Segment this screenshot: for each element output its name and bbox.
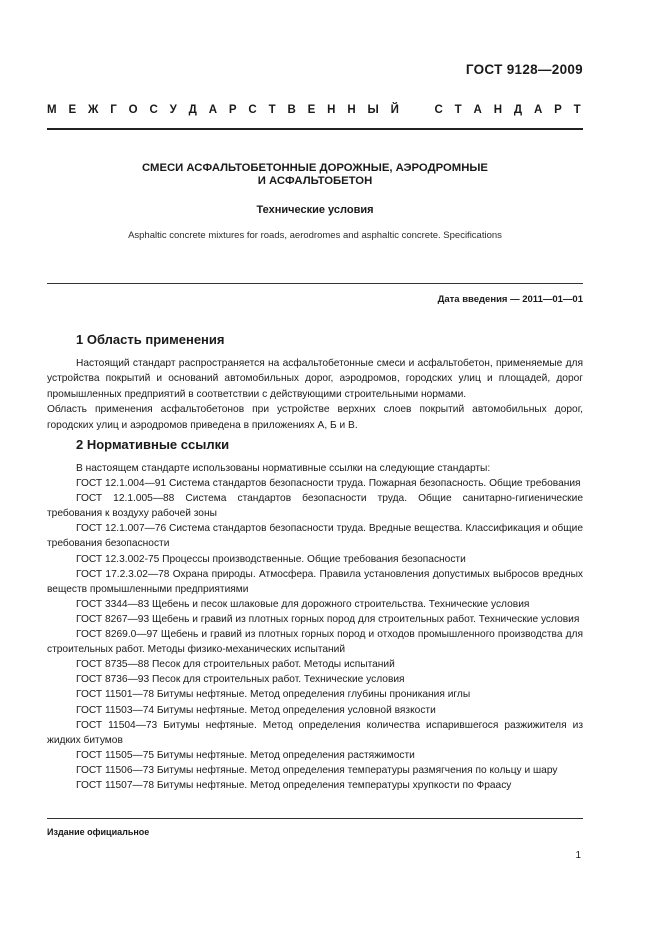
- reference-item: ГОСТ 11501—78 Битумы нефтяные. Метод определения глубины проникания иглы: [76, 689, 471, 701]
- banner-letter: Н: [347, 104, 356, 116]
- paragraph: Настоящий стандарт распространяется на асфальтобетонные смеси и асфальтобетон, применяемые для устройства покрытий и оснований автомобильных дорог, аэродромов, городских улиц и площадей, дорог промышленных предприятий в соответствии с действующими строительными нормами.: [47, 358, 583, 400]
- section-2-heading: 2 Нормативные ссылки: [76, 437, 230, 452]
- reference-item: ГОСТ 12.1.007—76 Система стандартов безопасности труда. Вредные вещества. Классификация и общие требования безопасности: [47, 523, 583, 550]
- document-title: СМЕСИ АСФАЛЬТОБЕТОННЫЕ ДОРОЖНЫЕ, АЭРОДРОМНЫЕ И АСФАЛЬТОБЕТОН: [142, 162, 488, 187]
- header-rule: [47, 128, 583, 130]
- section-1-body: [47, 356, 583, 433]
- reference-item: ГОСТ 11503—74 Битумы нефтяные. Метод определения условной вязкости: [76, 704, 436, 716]
- banner-letter: Т: [454, 104, 462, 116]
- footer-rule: [47, 818, 583, 819]
- banner-letter: Т: [573, 104, 581, 116]
- gost-code: ГОСТ 9128—2009: [465, 62, 583, 77]
- banner-letter: С: [248, 104, 257, 116]
- banner-letter: Р: [228, 104, 237, 116]
- document-subtitle: Технические условия: [256, 204, 374, 216]
- reference-item: ГОСТ 11504—73 Битумы нефтяные. Метод определения количества испарившегося разжижителя из жидких битумов: [47, 719, 583, 746]
- banner-letter: А: [208, 104, 218, 116]
- reference-item: ГОСТ 3344—83 Щебень и песок шлаковые для дорожного строительства. Технические условия: [76, 598, 530, 610]
- reference-item: ГОСТ 8736—93 Песок для строительных работ. Технические условия: [76, 674, 405, 686]
- banner-letter: Д: [188, 104, 197, 116]
- banner-letter: В: [287, 104, 296, 116]
- banner-letter: А: [473, 104, 482, 116]
- banner-letter: Н: [327, 104, 336, 116]
- banner-letter: У: [169, 104, 177, 116]
- reference-item: ГОСТ 12.1.005—88 Система стандартов безопасности труда. Общие санитарно-гигиенические требования к воздуху рабочей зоны: [47, 493, 583, 520]
- references-intro: В настоящем стандарте использованы нормативные ссылки на следующие стандарты:: [76, 463, 491, 474]
- reference-item: ГОСТ 8735—88 Песок для строительных работ. Методы испытаний: [76, 659, 395, 671]
- reference-item: ГОСТ 12.3.002-75 Процессы производственные. Общие требования безопасности: [76, 553, 466, 565]
- section-1-heading: 1 Область применения: [76, 332, 225, 347]
- banner-letter: Й: [390, 104, 399, 116]
- banner-letter: Ж: [87, 104, 99, 116]
- standard-type-banner: [47, 104, 581, 116]
- references-list: [47, 461, 583, 793]
- reference-item: ГОСТ 11506—73 Битумы нефтяные. Метод определения температуры размягчения по кольцу и шару: [76, 764, 558, 776]
- banner-letter: Г: [110, 104, 117, 116]
- reference-item: ГОСТ 11505—75 Битумы нефтяные. Метод определения растяжимости: [76, 749, 415, 761]
- english-title: Asphaltic concrete mixtures for roads, aerodromes and asphaltic concrete. Specifications: [128, 230, 502, 241]
- title-rule: [47, 283, 583, 284]
- banner-letter: С: [434, 104, 443, 116]
- edition-label: Издание официальное: [47, 827, 150, 837]
- banner-letter: М: [47, 104, 57, 116]
- banner-letter: Е: [68, 104, 77, 116]
- reference-item: ГОСТ 8269.0—97 Щебень и гравий из плотных горных пород и отходов промышленного производства для строительных работ. Методы физико-механических испытаний: [47, 629, 583, 656]
- reference-item: ГОСТ 12.1.004—91 Система стандартов безопасности труда. Пожарная безопасность. Общие требования: [76, 478, 581, 490]
- reference-item: ГОСТ 8267—93 Щебень и гравий из плотных горных пород для строительных работ. Технические условия: [76, 613, 580, 625]
- page-number: 1: [575, 850, 581, 861]
- banner-letter: Р: [554, 104, 562, 116]
- banner-letter: Ы: [367, 104, 379, 116]
- effective-date: Дата введения — 2011—01—01: [437, 294, 583, 305]
- reference-item: ГОСТ 11507—78 Битумы нефтяные. Метод определения температуры хрупкости по Фраасу: [76, 779, 512, 791]
- banner-letter: Д: [513, 104, 523, 116]
- banner-letter: С: [149, 104, 158, 116]
- banner-letter: О: [128, 104, 138, 116]
- reference-item: ГОСТ 17.2.3.02—78 Охрана природы. Атмосфера. Правила установления допустимых выбросов вредных веществ промышленными предприятиями: [47, 568, 583, 595]
- banner-letter: Н: [493, 104, 503, 116]
- banner-letter: А: [533, 104, 543, 116]
- paragraph: Область применения асфальтобетонов при устройстве верхних слоев покрытий автомобильных дорог, городских улиц и аэродромов приведена в приложениях А, Б и В.: [47, 404, 583, 431]
- banner-letter: Е: [307, 104, 316, 116]
- banner-letter: Т: [268, 104, 276, 116]
